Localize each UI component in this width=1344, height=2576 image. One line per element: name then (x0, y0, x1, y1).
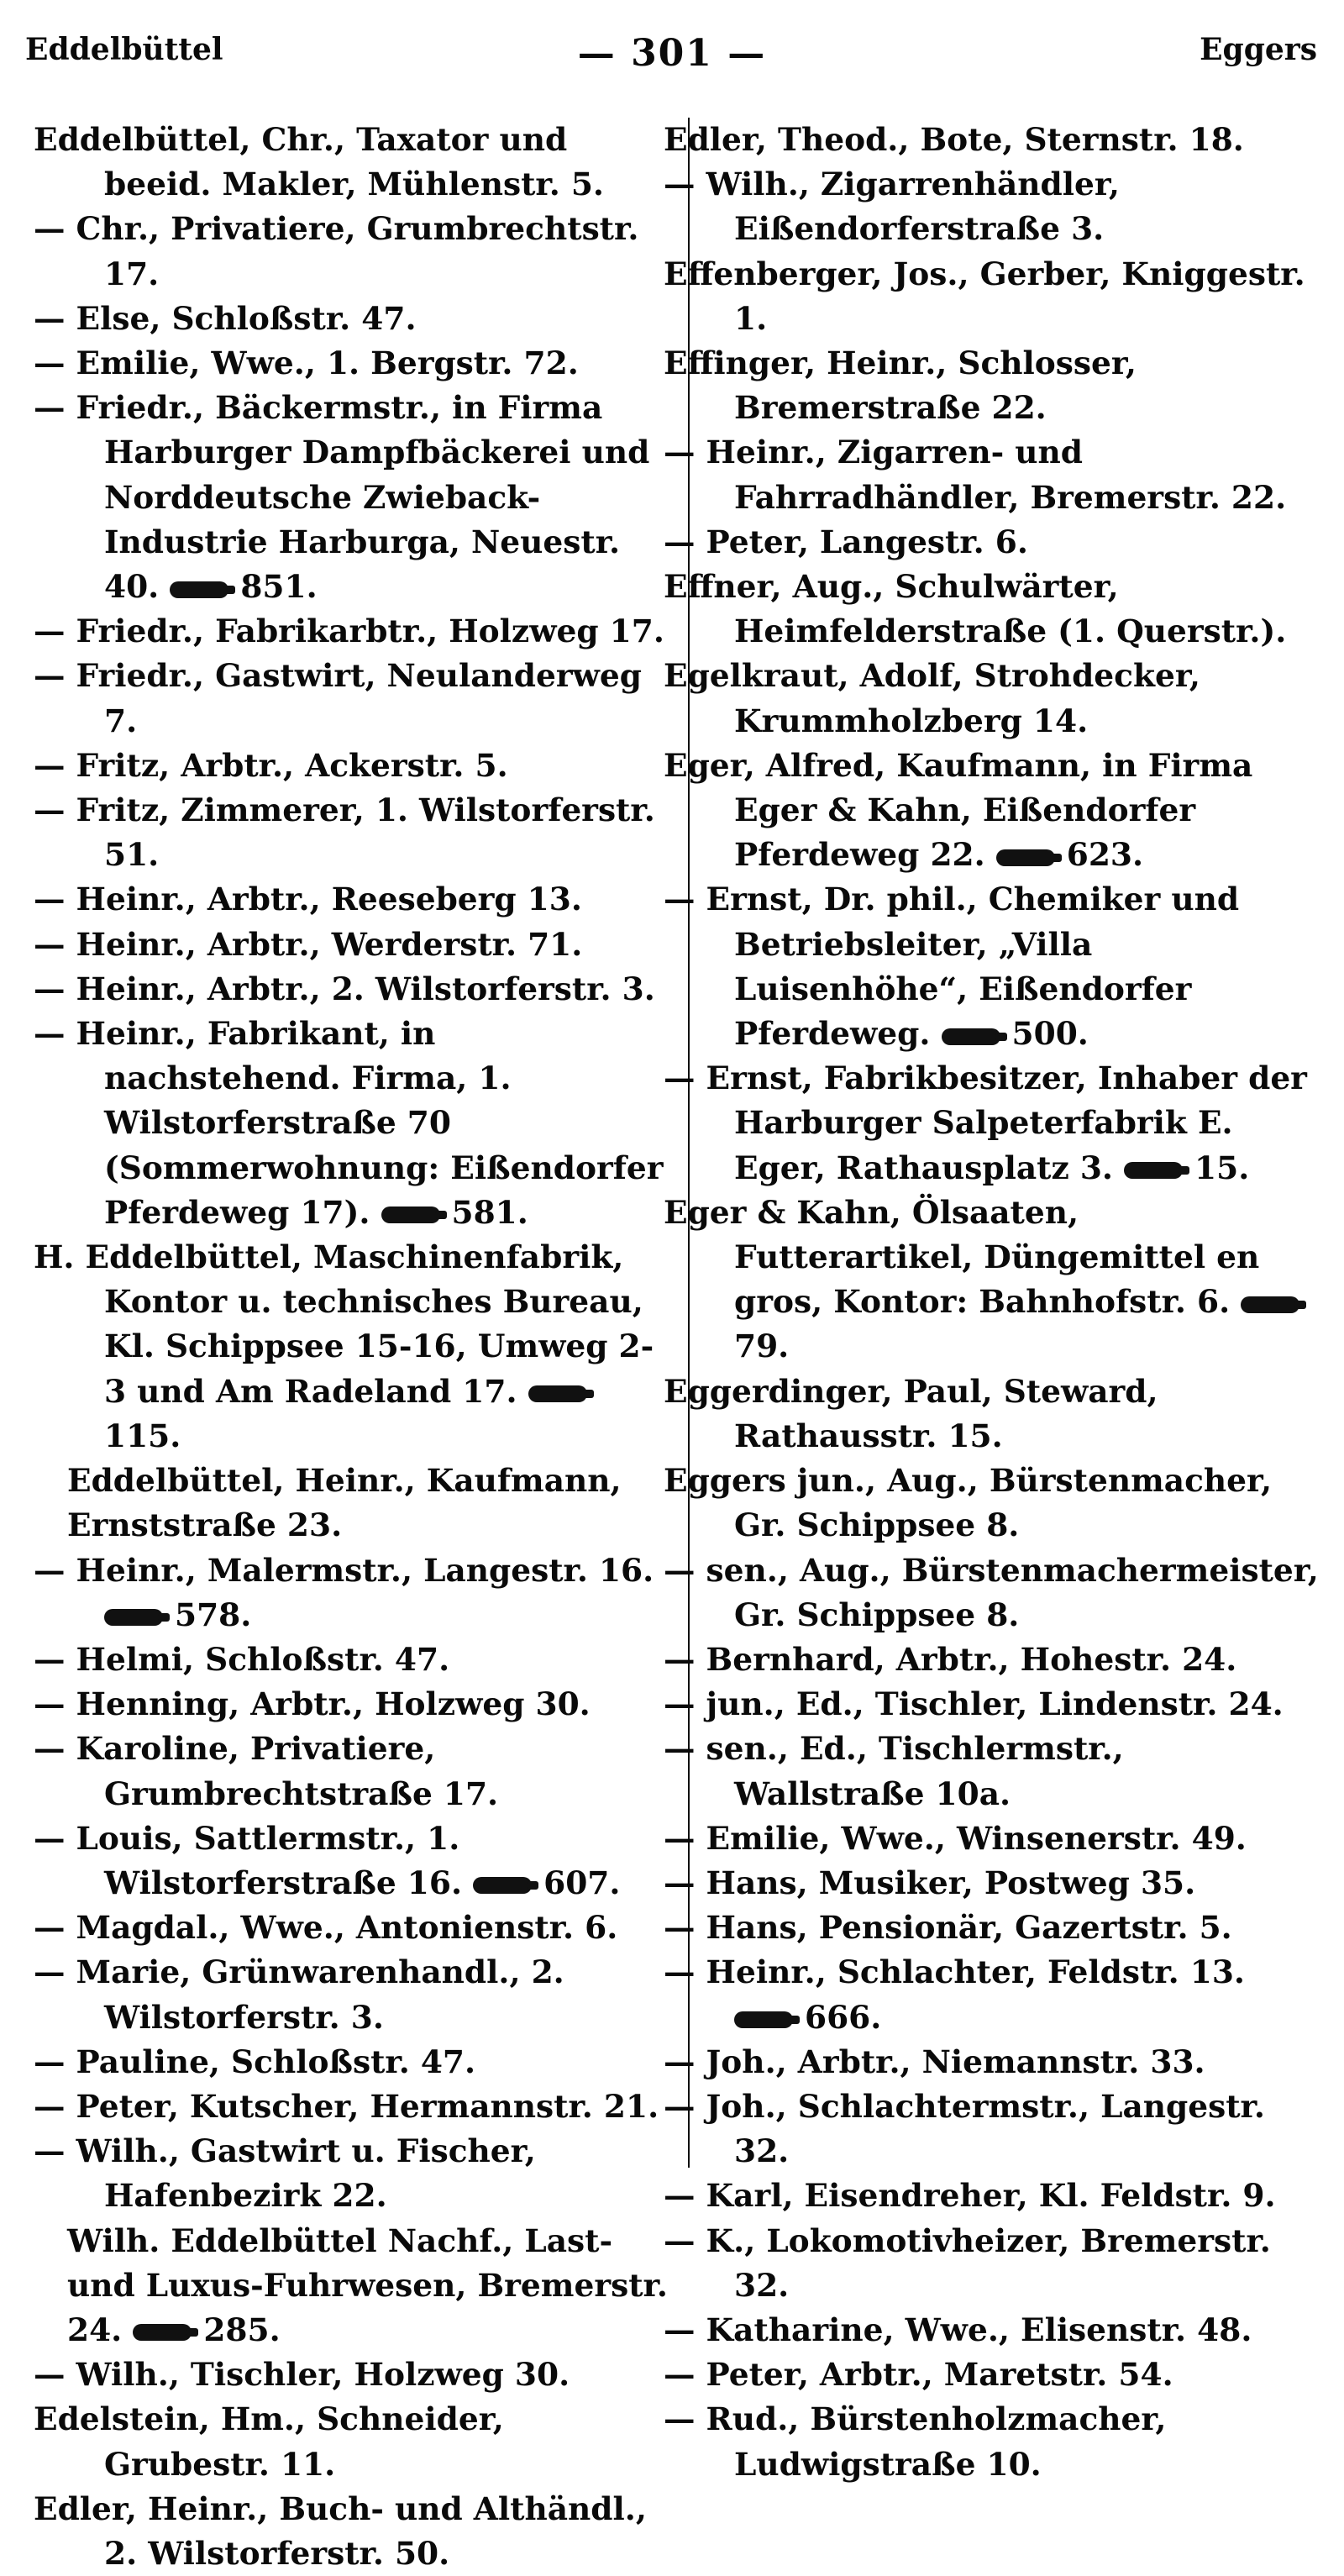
entry-text: — Peter, Arbtr., Maretstr. 54. (664, 2356, 1173, 2394)
entry-text: — K., Lokomotivheizer, Bremerstr. 32. (664, 2221, 1271, 2304)
directory-entry (664, 2219, 1319, 2308)
entry-text: Eggers jun., Aug., Bürstenmacher, Gr. Schippsee 8. (664, 1462, 1273, 1544)
page-number: — 301 — (577, 32, 767, 75)
phone-number: 581. (451, 1193, 528, 1231)
entry-text: — Marie, Grünwarenhandl., 2. Wilstorferstr. 3. (34, 1953, 564, 2036)
directory-entry (664, 1727, 1319, 1816)
entry-text: — Joh., Arbtr., Niemannstr. 33. (664, 2042, 1205, 2080)
running-head-right: Eggers (1200, 32, 1317, 67)
directory-entry (664, 1548, 1319, 1638)
telephone-icon (473, 1877, 532, 1894)
directory-entry (34, 1548, 674, 1638)
entry-text: Eddelbüttel, Heinr., Kaufmann, Ernststraße 23. (67, 1462, 622, 1544)
telephone-icon (381, 1207, 440, 1223)
entry-text: — Karl, Eisendreher, Kl. Feldstr. 9. (664, 2177, 1276, 2215)
entry-text: — Chr., Privatiere, Grumbrechtstr. 17. (34, 210, 639, 292)
directory-entry (34, 877, 674, 922)
entry-text: — Peter, Langestr. 6. (664, 523, 1028, 560)
entry-text: — Emilie, Wwe., 1. Bergstr. 72. (34, 344, 579, 382)
entry-text: — Heinr., Arbtr., Reeseberg 13. (34, 881, 582, 918)
phone-number: 79. (734, 1327, 790, 1365)
directory-entry (34, 2129, 674, 2218)
running-head-left: Eddelbüttel (25, 32, 223, 67)
directory-entry (34, 1906, 674, 1950)
directory-entry (664, 252, 1319, 341)
directory-entry (664, 341, 1319, 430)
directory-entry (664, 2084, 1319, 2174)
entry-text: — Else, Schloßstr. 47. (34, 299, 417, 337)
left-column (34, 118, 674, 2576)
entry-text: — Heinr., Zigarren- und Fahrradhändler, Bremerstr. 22. (664, 434, 1287, 516)
entry-text: — Hans, Musiker, Postweg 35. (664, 1864, 1196, 1901)
entry-text: Egelkraut, Adolf, Strohdecker, Krummholzberg 14. (664, 657, 1200, 739)
directory-entry (34, 1012, 674, 1235)
directory-entry (664, 430, 1319, 519)
directory-entry (664, 744, 1319, 878)
entry-text: — Fritz, Zimmerer, 1. Wilstorferstr. 51. (34, 791, 655, 874)
entry-text: — sen., Aug., Bürstenmachermeister, Gr. Schippsee 8. (664, 1551, 1319, 1633)
entry-text: — Katharine, Wwe., Elisenstr. 48. (664, 2311, 1252, 2348)
entry-text: Wilh. Eddelbüttel Nachf., Last- und Luxus-Fuhrwesen, Bremerstr. 24. (67, 2221, 668, 2348)
entry-text: — Henning, Arbtr., Holzweg 30. (34, 1685, 591, 1723)
directory-entry (664, 877, 1319, 1056)
entry-text: — Karoline, Privatiere, Grumbrechtstraße 17. (34, 1730, 499, 1812)
telephone-icon (996, 849, 1055, 866)
entry-text: — sen., Ed., Tischlermstr., Wallstraße 10a. (664, 1730, 1124, 1812)
entry-text: Eggerdinger, Paul, Steward, Rathausstr. 15. (664, 1372, 1158, 1454)
right-column (664, 118, 1319, 2487)
phone-number: 500. (1011, 1015, 1089, 1053)
directory-entry (34, 1638, 674, 1682)
directory-entry (664, 1682, 1319, 1727)
phone-number: 115. (104, 1417, 181, 1454)
telephone-icon (170, 581, 228, 598)
directory-entry (34, 297, 674, 341)
entry-text: — Friedr., Fabrikarbtr., Holzweg 17. (34, 612, 664, 650)
directory-entry (34, 609, 674, 654)
phone-number: 578. (175, 1596, 252, 1633)
entry-text: — Ernst, Fabrikbesitzer, Inhaber der Harburger Salpeterfabrik E. Eger, Rathausplatz 3. (664, 1059, 1307, 1186)
entry-text: — Wilh., Tischler, Holzweg 30. (34, 2356, 570, 2394)
entry-text: Eger & Kahn, Ölsaaten, Futterartikel, Düngemittel en gros, Kontor: Bahnhofstr. 6. (664, 1193, 1260, 1321)
directory-entry (664, 654, 1319, 743)
directory-entry (34, 2487, 674, 2576)
directory-entry (664, 2308, 1319, 2353)
entry-text: Edelstein, Hm., Schneider, Grubestr. 11. (34, 2400, 504, 2483)
directory-entry (664, 1191, 1319, 1369)
directory-entry (664, 1816, 1319, 1861)
directory-entry (34, 1727, 674, 1816)
phone-number: 666. (805, 1998, 882, 2036)
directory-entry (34, 2219, 674, 2353)
phone-number: 15. (1194, 1149, 1250, 1186)
directory-entry (664, 1369, 1319, 1459)
entry-text: — Peter, Kutscher, Hermannstr. 21. (34, 2087, 659, 2125)
directory-entry (664, 2174, 1319, 2218)
entry-text: — Rud., Bürstenholzmacher, Ludwigstraße 10. (664, 2400, 1167, 2483)
directory-entry (34, 967, 674, 1012)
entry-text: — Heinr., Schlachter, Feldstr. 13. (664, 1953, 1245, 1991)
directory-entry (664, 1861, 1319, 1906)
directory-entry (664, 520, 1319, 565)
directory-entry (664, 1459, 1319, 1548)
entry-text: — Heinr., Malermstr., Langestr. 16. (34, 1551, 654, 1589)
directory-entry (34, 1950, 674, 2039)
directory-entry (664, 2040, 1319, 2084)
entry-text: — Emilie, Wwe., Winsenerstr. 49. (664, 1819, 1247, 1857)
entry-text: H. Eddelbüttel, Maschinenfabrik, Kontor u. technisches Bureau, Kl. Schippsee 15-16, Umweg 2-3 und Am Radeland 17. (34, 1238, 654, 1410)
entry-text: — Friedr., Gastwirt, Neulanderweg 7. (34, 657, 642, 739)
directory-entry (664, 565, 1319, 654)
entry-text: Eddelbüttel, Chr., Taxator und beeid. Makler, Mühlenstr. 5. (34, 121, 604, 203)
phone-number: 607. (543, 1864, 621, 1901)
entry-text: — Bernhard, Arbtr., Hohestr. 24. (664, 1640, 1237, 1678)
entry-text: — Joh., Schlachtermstr., Langestr. 32. (664, 2087, 1265, 2170)
directory-entry (34, 386, 674, 609)
entry-text: — Magdal., Wwe., Antonienstr. 6. (34, 1909, 618, 1947)
directory-entry (664, 1906, 1319, 1950)
entry-text: Effner, Aug., Schulwärter, Heimfelderstraße (1. Querstr.). (664, 568, 1287, 650)
entry-text: Edler, Heinr., Buch- und Althändl., 2. Wilstorferstr. 50. (34, 2489, 647, 2572)
directory-entry (34, 1235, 674, 1459)
telephone-icon (1241, 1296, 1299, 1313)
directory-entry (664, 2397, 1319, 2486)
entry-text: Effinger, Heinr., Schlosser, Bremerstraße 22. (664, 344, 1137, 427)
directory-entry (664, 1056, 1319, 1191)
directory-entry (34, 1682, 674, 1727)
directory-entry (34, 1459, 674, 1548)
entry-text: — Heinr., Fabrikant, in nachstehend. Firma, 1. Wilstorferstraße 70 (Sommerwohnung: Eißendorfer Pferdeweg 17). (34, 1015, 664, 1231)
phone-number: 851. (240, 568, 318, 606)
entry-text: — Hans, Pensionär, Gazertstr. 5. (664, 1909, 1232, 1947)
directory-entry (664, 162, 1319, 251)
entry-text: — jun., Ed., Tischler, Lindenstr. 24. (664, 1685, 1284, 1723)
entry-text: — Pauline, Schloßstr. 47. (34, 2042, 476, 2080)
entry-text: — Friedr., Bäckermstr., in Firma Harburger Dampfbäckerei und Norddeutsche Zwieback-Industrie Harburga, Neuestr. 40. (34, 389, 650, 606)
entry-text: — Helmi, Schloßstr. 47. (34, 1640, 450, 1678)
phone-number: 623. (1066, 836, 1144, 874)
directory-entry (34, 2084, 674, 2129)
entry-text: — Wilh., Gastwirt u. Fischer, Hafenbezirk 22. (34, 2132, 536, 2215)
directory-entry (34, 2353, 674, 2397)
telephone-icon (133, 2324, 192, 2341)
directory-entry (34, 2397, 674, 2486)
entry-text: — Heinr., Arbtr., Werderstr. 71. (34, 925, 583, 963)
directory-entry (34, 744, 674, 788)
directory-entry (34, 1816, 674, 1906)
telephone-icon (942, 1028, 1000, 1045)
entry-text: — Heinr., Arbtr., 2. Wilstorferstr. 3. (34, 970, 655, 1007)
directory-entry (664, 2353, 1319, 2397)
directory-entry (34, 654, 674, 743)
telephone-icon (734, 2011, 793, 2028)
entry-text: — Louis, Sattlermstr., 1. Wilstorferstraße 16. (34, 1819, 463, 1901)
directory-entry (664, 118, 1319, 162)
directory-entry (664, 1950, 1319, 2039)
directory-entry (34, 207, 674, 296)
entry-text: Edler, Theod., Bote, Sternstr. 18. (664, 121, 1244, 158)
entry-text: — Fritz, Arbtr., Ackerstr. 5. (34, 746, 508, 784)
directory-entry (34, 118, 674, 207)
entry-text: Eger, Alfred, Kaufmann, in Firma Eger & Kahn, Eißendorfer Pferdeweg 22. (664, 746, 1253, 874)
entry-text: Effenberger, Jos., Gerber, Kniggestr. 1. (664, 255, 1305, 337)
telephone-icon (104, 1609, 163, 1626)
telephone-icon (1124, 1162, 1183, 1179)
entry-text: — Wilh., Zigarrenhändler, Eißendorferstraße 3. (664, 166, 1120, 248)
directory-entry (664, 1638, 1319, 1682)
directory-entry (34, 2040, 674, 2084)
phone-number: 285. (203, 2311, 281, 2348)
directory-entry (34, 788, 674, 877)
telephone-icon (528, 1385, 587, 1402)
entry-text: — Ernst, Dr. phil., Chemiker und Betriebsleiter, „Villa Luisenhöhe“, Eißendorfer Pferdeweg. (664, 881, 1240, 1053)
directory-entry (34, 341, 674, 386)
directory-entry (34, 923, 674, 967)
